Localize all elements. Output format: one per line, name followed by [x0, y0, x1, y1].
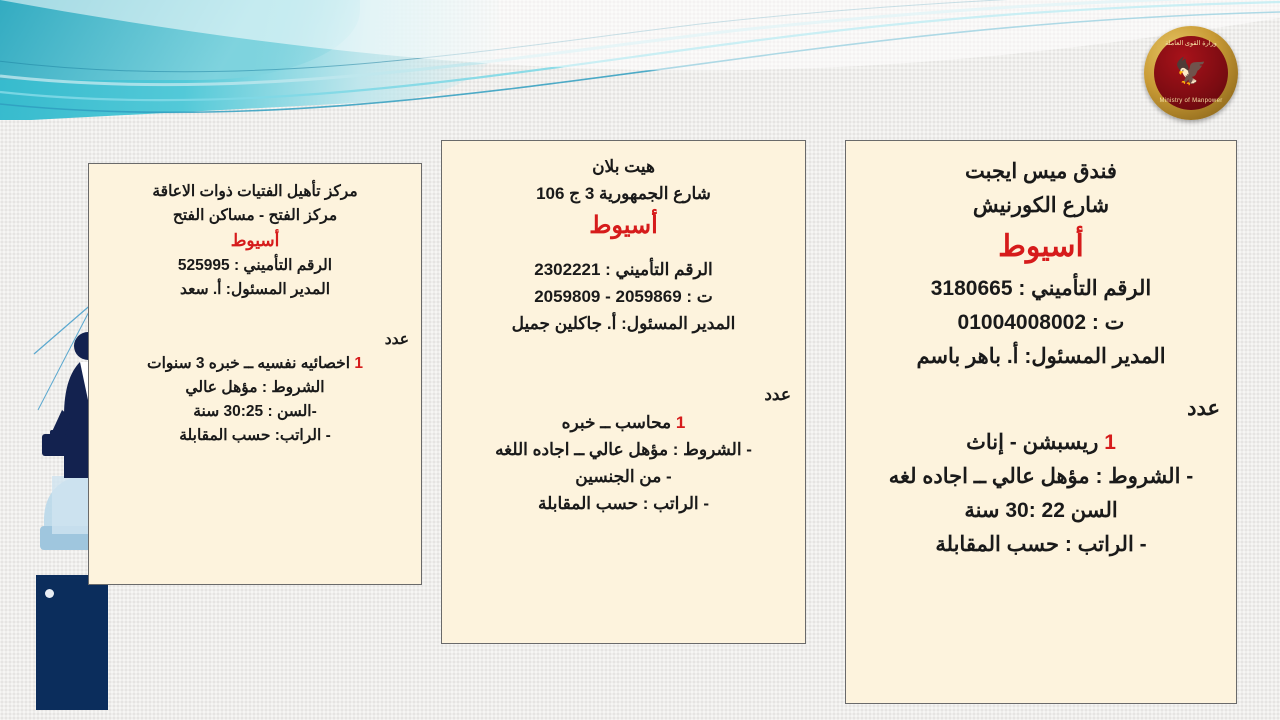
manager-name: المدير المسئول: أ. جاكلين جميل: [511, 314, 736, 334]
job-requirements: الشروط : مؤهل عالي: [185, 379, 325, 397]
phone-number: ت : 2059869 - 2059809: [534, 286, 713, 306]
insurance-number: الرقم التأميني : 525995: [177, 257, 333, 275]
job-card-right: [845, 140, 1237, 704]
job-salary: - الراتب: حسب المقابلة: [179, 427, 331, 445]
employer-city: أسيوط: [998, 230, 1084, 264]
job-gender: - من الجنسين: [575, 466, 672, 486]
manager-name: المدير المسئول: أ. سعد: [179, 281, 331, 299]
ministry-logo: [1144, 26, 1238, 120]
insurance-number: الرقم التأميني : 3180665: [930, 276, 1152, 300]
figure-base-block: [36, 575, 108, 710]
swoosh-lines-icon: [0, 0, 1280, 120]
job-row: [101, 352, 409, 376]
employer-name: مركز تأهيل الفتيات ذوات الاعاقة: [152, 183, 358, 200]
employer-address: مركز الفتح - مساكن الفتح: [172, 207, 338, 225]
insurance-number: الرقم التأميني : 2302221: [534, 259, 713, 279]
count-header: عدد: [1187, 396, 1220, 420]
job-age: -السن : 30:25 سنة: [193, 403, 317, 421]
employer-city: أسيوط: [230, 231, 280, 251]
job-count: 1: [1104, 430, 1116, 454]
logo-inner-disc: [1154, 36, 1228, 110]
job-card-left: [88, 163, 422, 585]
header-decoration: [0, 0, 1280, 120]
job-row: [456, 409, 791, 436]
manager-name: المدير المسئول: أ. باهر باسم: [916, 344, 1166, 368]
logo-text-arabic: وزارة القوى العاملة: [1165, 40, 1217, 47]
count-header: عدد: [764, 385, 791, 405]
count-header: عدد: [384, 331, 409, 349]
job-salary: - الراتب : حسب المقابلة: [538, 494, 709, 514]
job-title: اخصائيه نفسيه ــ خبره 3 سنوات: [146, 355, 351, 373]
employer-name: هيت بلان: [592, 157, 655, 176]
job-count: 1: [354, 355, 363, 373]
employer-name: فندق ميس ايجبت: [965, 160, 1117, 183]
job-row: [862, 426, 1220, 460]
employer-city: أسيوط: [589, 212, 658, 240]
employer-address: شارع الجمهورية 3 ج 106: [536, 184, 711, 204]
job-requirements: - الشروط : مؤهل عالي ــ اجاده لغه: [888, 464, 1194, 488]
job-card-middle: [441, 140, 806, 644]
job-requirements: - الشروط : مؤهل عالي ــ اجاده اللغه: [495, 439, 752, 459]
job-title: ريسبشن - إناث: [966, 430, 1099, 454]
phone-number: ت : 01004008002: [957, 310, 1125, 334]
job-title: محاسب ــ خبره: [561, 412, 672, 432]
employer-address: شارع الكورنيش: [972, 194, 1110, 218]
job-age: السن 22 :30 سنة: [964, 498, 1118, 522]
logo-text-english: Ministry of Manpower: [1159, 98, 1223, 105]
eagle-icon: 🦅: [1174, 56, 1208, 86]
job-salary: - الراتب : حسب المقابلة: [935, 532, 1147, 556]
job-count: 1: [675, 412, 686, 432]
